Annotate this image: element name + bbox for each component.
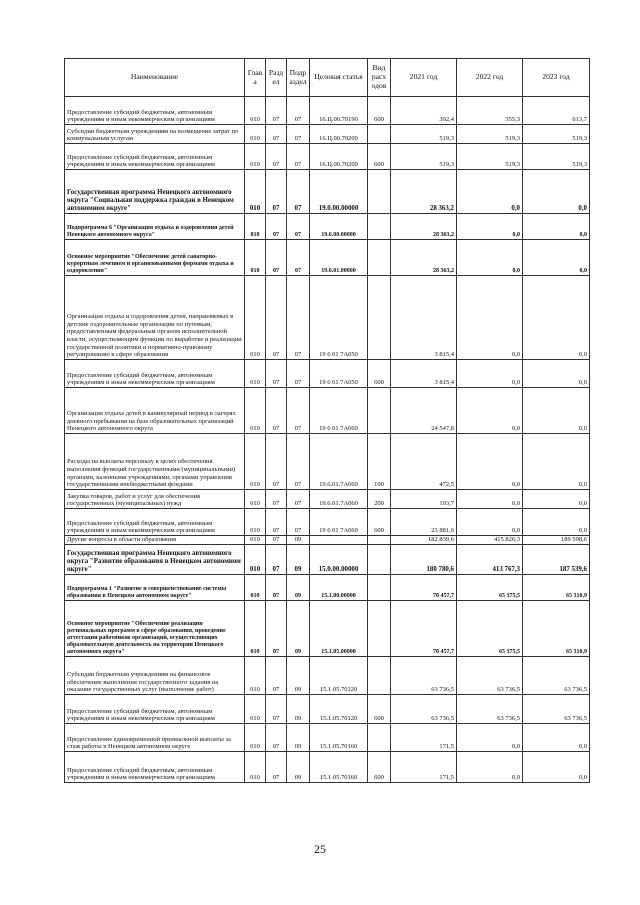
row-name: Предоставление субсидий бюджетным, автономным учреждениям и иным некоммерческим организациям xyxy=(65,144,245,170)
row-expense-type: 600 xyxy=(368,752,391,783)
row-expense-type xyxy=(368,170,391,214)
row-name: Субсидии бюджетным учреждениям на возмещение затрат по коммунальным услугам xyxy=(65,125,245,144)
row-subsection: 09 xyxy=(287,724,310,752)
row-target-article: 15.1.00.00000 xyxy=(310,575,368,601)
row-2021: 519,3 xyxy=(391,144,457,170)
row-chapter: 010 xyxy=(245,509,266,536)
row-section: 07 xyxy=(266,240,287,276)
row-target-article: 16.Ц.00.70200 xyxy=(310,125,368,144)
row-2023: 65 310,9 xyxy=(523,601,590,657)
row-2021: 180 780,6 xyxy=(391,545,457,575)
row-2021: 70 457,7 xyxy=(391,575,457,601)
row-2021: 28 363,2 xyxy=(391,214,457,240)
row-2021: 28 363,2 xyxy=(391,170,457,214)
row-2022: 0,0 xyxy=(457,214,523,240)
row-2023: 0,0 xyxy=(523,388,590,434)
row-expense-type xyxy=(368,536,391,545)
row-subsection: 07 xyxy=(287,276,310,360)
row-2022: 413 767,3 xyxy=(457,545,523,575)
row-expense-type: 600 xyxy=(368,695,391,724)
table-row xyxy=(65,545,590,575)
row-expense-type: 100 xyxy=(368,434,391,490)
table-header xyxy=(65,59,590,97)
table-row xyxy=(65,752,590,783)
row-2021: 171,5 xyxy=(391,752,457,783)
row-name: Государственная программа Ненецкого автономного округа "Социальная поддержка граждан в Ненецком автономном округе" xyxy=(65,170,245,214)
table-row xyxy=(65,276,590,360)
row-target-article: 16.Ц.00.70190 xyxy=(310,97,368,125)
row-target-article xyxy=(310,536,368,545)
table-row xyxy=(65,144,590,170)
row-subsection: 09 xyxy=(287,536,310,545)
header-year-2022: 2022 год xyxy=(457,59,523,97)
row-chapter: 010 xyxy=(245,240,266,276)
row-2023: 0,0 xyxy=(523,240,590,276)
table-row xyxy=(65,601,590,657)
row-2023: 65 310,9 xyxy=(523,575,590,601)
row-expense-type xyxy=(368,276,391,360)
row-2022: 0,0 xyxy=(457,752,523,783)
row-2023: 187 539,6 xyxy=(523,545,590,575)
row-2022: 0,0 xyxy=(457,724,523,752)
row-name: Предоставление единовременной премиальной выплаты за стаж работы в Ненецком автономном округе xyxy=(65,724,245,752)
header-year-2021: 2021 год xyxy=(391,59,457,97)
page-number: 25 xyxy=(314,842,326,856)
row-section: 07 xyxy=(266,752,287,783)
row-target-article: 19.6.01.7А060 xyxy=(310,434,368,490)
row-2023: 0,0 xyxy=(523,170,590,214)
row-name: Организация отдыха и оздоровления детей, направляемых в детские оздоровительные организации по путевкам, предоставленным федеральным органом исполнительной власти, осуществляющим функции по выработке и реализации государственной политики и нормативно-правовому регулированию в сфере образования xyxy=(65,276,245,360)
table-row xyxy=(65,240,590,276)
row-subsection: 07 xyxy=(287,388,310,434)
header-section: Разд ел xyxy=(266,59,287,97)
row-2021: 392,4 xyxy=(391,97,457,125)
row-subsection: 07 xyxy=(287,240,310,276)
table-row xyxy=(65,490,590,509)
row-target-article: 15.1.05.70120 xyxy=(310,695,368,724)
row-section: 07 xyxy=(266,125,287,144)
header-row xyxy=(65,59,590,97)
table-row xyxy=(65,657,590,695)
row-2023: 519,3 xyxy=(523,125,590,144)
row-2021: 193,7 xyxy=(391,490,457,509)
row-section: 07 xyxy=(266,490,287,509)
row-expense-type: 600 xyxy=(368,360,391,388)
row-expense-type xyxy=(368,724,391,752)
row-chapter: 010 xyxy=(245,214,266,240)
row-2022: 65 375,5 xyxy=(457,575,523,601)
row-chapter: 010 xyxy=(245,360,266,388)
row-2022: 355,3 xyxy=(457,97,523,125)
row-section: 07 xyxy=(266,434,287,490)
row-chapter: 010 xyxy=(245,125,266,144)
row-expense-type: 600 xyxy=(368,509,391,536)
row-expense-type: 600 xyxy=(368,144,391,170)
row-2021: 3 815,4 xyxy=(391,276,457,360)
row-2022: 519,3 xyxy=(457,125,523,144)
row-2022: 0,0 xyxy=(457,490,523,509)
row-name: Закупка товаров, работ и услуг для обеспечения государственных (муниципальных) нужд xyxy=(65,490,245,509)
row-chapter: 010 xyxy=(245,536,266,545)
row-2022: 0,0 xyxy=(457,360,523,388)
row-subsection: 07 xyxy=(287,125,310,144)
row-target-article: 19.6.01.7А060 xyxy=(310,490,368,509)
row-target-article: 15.1.05.70160 xyxy=(310,724,368,752)
row-2022: 65 375,5 xyxy=(457,601,523,657)
table-body xyxy=(65,97,590,783)
row-chapter: 010 xyxy=(245,434,266,490)
row-2023: 613,7 xyxy=(523,97,590,125)
row-subsection: 07 xyxy=(287,144,310,170)
row-section: 07 xyxy=(266,144,287,170)
table-row xyxy=(65,536,590,545)
row-2021: 519,3 xyxy=(391,125,457,144)
row-2022: 415 826,3 xyxy=(457,536,523,545)
row-chapter: 010 xyxy=(245,490,266,509)
row-subsection: 07 xyxy=(287,434,310,490)
row-2023: 0,0 xyxy=(523,509,590,536)
table-row xyxy=(65,360,590,388)
row-2022: 63 736,5 xyxy=(457,657,523,695)
row-chapter: 010 xyxy=(245,695,266,724)
row-2021: 70 457,7 xyxy=(391,601,457,657)
row-expense-type: 600 xyxy=(368,97,391,125)
table-row xyxy=(65,724,590,752)
row-2021: 472,5 xyxy=(391,434,457,490)
row-name: Расходы на выплаты персоналу в целях обеспечения выполнения функций государственными (муниципальными) органами, казенными учреждениями, органами управления государственными внебюджетными фондами xyxy=(65,434,245,490)
row-section: 07 xyxy=(266,695,287,724)
row-target-article: 19 6 01 7А050 xyxy=(310,360,368,388)
row-2023: 0,0 xyxy=(523,214,590,240)
header-year-2023: 2023 год xyxy=(523,59,590,97)
row-target-article: 19 6 01 7А050 xyxy=(310,276,368,360)
row-section: 07 xyxy=(266,388,287,434)
row-name: Субсидии бюджетным учреждениям на финансовое обеспечение выполнения государственного задания на оказание государственных услуг (выполнение работ) xyxy=(65,657,245,695)
row-name: Государственная программа Ненецкого автономного округа "Развитие образования в Ненецком автономном округе" xyxy=(65,545,245,575)
row-chapter: 010 xyxy=(245,724,266,752)
row-2022: 519,3 xyxy=(457,144,523,170)
row-chapter: 010 xyxy=(245,545,266,575)
row-2023: 63 736,5 xyxy=(523,657,590,695)
row-target-article: 15.1.05.70120 xyxy=(310,657,368,695)
row-subsection: 09 xyxy=(287,695,310,724)
row-section: 07 xyxy=(266,536,287,545)
row-2023: 519,3 xyxy=(523,144,590,170)
row-name: Основное мероприятие "Обеспечение реализации региональных программ в сфере образования, проведение аттестации работников организаций, осуществляющих образовательную деятельность на территории Ненецкого автономного округа" xyxy=(65,601,245,657)
row-subsection: 07 xyxy=(287,509,310,536)
table-row xyxy=(65,695,590,724)
header-name: Наименование xyxy=(65,59,245,97)
row-expense-type xyxy=(368,240,391,276)
row-section: 07 xyxy=(266,509,287,536)
row-2021: 23 881,6 xyxy=(391,509,457,536)
row-section: 07 xyxy=(266,545,287,575)
row-chapter: 010 xyxy=(245,276,266,360)
row-subsection: 07 xyxy=(287,97,310,125)
row-section: 07 xyxy=(266,97,287,125)
row-target-article: 19.6.00.00000 xyxy=(310,214,368,240)
table-row xyxy=(65,125,590,144)
row-2023: 0,0 xyxy=(523,752,590,783)
row-name: Подпрограмма 1 "Развитие и совершенствование системы образования в Ненецком автономном округе" xyxy=(65,575,245,601)
row-section: 07 xyxy=(266,575,287,601)
header-subsection: Подр аздел xyxy=(287,59,310,97)
row-2022: 0,0 xyxy=(457,388,523,434)
row-expense-type xyxy=(368,657,391,695)
row-section: 07 xyxy=(266,724,287,752)
row-target-article: 19.6.01.00000 xyxy=(310,240,368,276)
row-subsection: 09 xyxy=(287,575,310,601)
row-chapter: 010 xyxy=(245,575,266,601)
table-row xyxy=(65,575,590,601)
row-target-article: 19.0.00.00000 xyxy=(310,170,368,214)
row-name: Организация отдыха детей в каникулярный период в лагерях дневного пребывания на базе образовательных организаций Ненецкого автономного округа xyxy=(65,388,245,434)
row-name: Предоставление субсидий бюджетным, автономным учреждениям и иным некоммерческим организациям xyxy=(65,509,245,536)
row-2021: 63 736,5 xyxy=(391,695,457,724)
row-2023: 0,0 xyxy=(523,276,590,360)
row-2022: 0,0 xyxy=(457,240,523,276)
row-2021: 28 363,2 xyxy=(391,240,457,276)
row-section: 07 xyxy=(266,214,287,240)
row-expense-type xyxy=(368,125,391,144)
row-chapter: 010 xyxy=(245,601,266,657)
table-row xyxy=(65,97,590,125)
row-expense-type xyxy=(368,214,391,240)
row-2022: 63 736,5 xyxy=(457,695,523,724)
row-2022: 0,0 xyxy=(457,509,523,536)
row-2021: 24 547,8 xyxy=(391,388,457,434)
table-row xyxy=(65,509,590,536)
row-name: Предоставление субсидий бюджетным, автономным учреждениям и иным некоммерческим организациям xyxy=(65,97,245,125)
row-expense-type xyxy=(368,388,391,434)
row-2021: 182 839,6 xyxy=(391,536,457,545)
row-name: Предоставление субсидий бюджетным, автономным учреждениям и иным некоммерческим организациям xyxy=(65,695,245,724)
row-2021: 63 736,5 xyxy=(391,657,457,695)
row-name: Предоставление субсидий бюджетным, автономным учреждениям и иным некоммерческим организациям xyxy=(65,360,245,388)
row-subsection: 09 xyxy=(287,657,310,695)
row-2023: 0,0 xyxy=(523,724,590,752)
row-name: Другие вопросы в области образования xyxy=(65,536,245,545)
header-expense-type: Вид расх одов xyxy=(368,59,391,97)
row-chapter: 010 xyxy=(245,144,266,170)
row-expense-type xyxy=(368,545,391,575)
row-section: 07 xyxy=(266,170,287,214)
header-chapter: Глав а xyxy=(245,59,266,97)
row-2021: 171,5 xyxy=(391,724,457,752)
table-row xyxy=(65,388,590,434)
row-name: Основное мероприятие "Обеспечение детей санаторно-курортным лечением и организованными формами отдыха и оздоровления" xyxy=(65,240,245,276)
row-target-article: 19 6 01 7А060 xyxy=(310,509,368,536)
row-subsection: 09 xyxy=(287,752,310,783)
row-2023: 0,0 xyxy=(523,490,590,509)
row-2022: 0,0 xyxy=(457,170,523,214)
row-name: Подпрограмма 6 "Организация отдыха и оздоровления детей Ненецкого автономного округа" xyxy=(65,214,245,240)
row-target-article: 19 6 01 7А060 xyxy=(310,388,368,434)
row-subsection: 09 xyxy=(287,545,310,575)
row-section: 07 xyxy=(266,601,287,657)
row-chapter: 010 xyxy=(245,388,266,434)
row-target-article: 15.1.05.00000 xyxy=(310,601,368,657)
table-row xyxy=(65,170,590,214)
row-2023: 0,0 xyxy=(523,434,590,490)
row-target-article: 16.Ц.00.70200 xyxy=(310,144,368,170)
row-2023: 189 598,6 xyxy=(523,536,590,545)
table-row xyxy=(65,434,590,490)
row-chapter: 010 xyxy=(245,657,266,695)
header-target-article: Целевая статья xyxy=(310,59,368,97)
row-2022: 0,0 xyxy=(457,276,523,360)
row-section: 07 xyxy=(266,276,287,360)
row-target-article: 15.1.05.70160 xyxy=(310,752,368,783)
row-expense-type: 200 xyxy=(368,490,391,509)
table-row xyxy=(65,214,590,240)
row-chapter: 010 xyxy=(245,752,266,783)
row-chapter: 010 xyxy=(245,170,266,214)
row-name: Предоставление субсидий бюджетным, автономным учреждениям и иным некоммерческим организациям xyxy=(65,752,245,783)
row-2022: 0,0 xyxy=(457,434,523,490)
row-section: 07 xyxy=(266,360,287,388)
row-2023: 0,0 xyxy=(523,360,590,388)
row-2023: 63 736,5 xyxy=(523,695,590,724)
row-expense-type xyxy=(368,575,391,601)
row-subsection: 07 xyxy=(287,360,310,388)
row-target-article: 15.0.00.00000 xyxy=(310,545,368,575)
row-section: 07 xyxy=(266,657,287,695)
row-chapter: 010 xyxy=(245,97,266,125)
row-expense-type xyxy=(368,601,391,657)
budget-table xyxy=(64,58,590,783)
row-2021: 3 815,4 xyxy=(391,360,457,388)
row-subsection: 07 xyxy=(287,170,310,214)
row-subsection: 07 xyxy=(287,214,310,240)
row-subsection: 09 xyxy=(287,601,310,657)
row-subsection: 07 xyxy=(287,490,310,509)
